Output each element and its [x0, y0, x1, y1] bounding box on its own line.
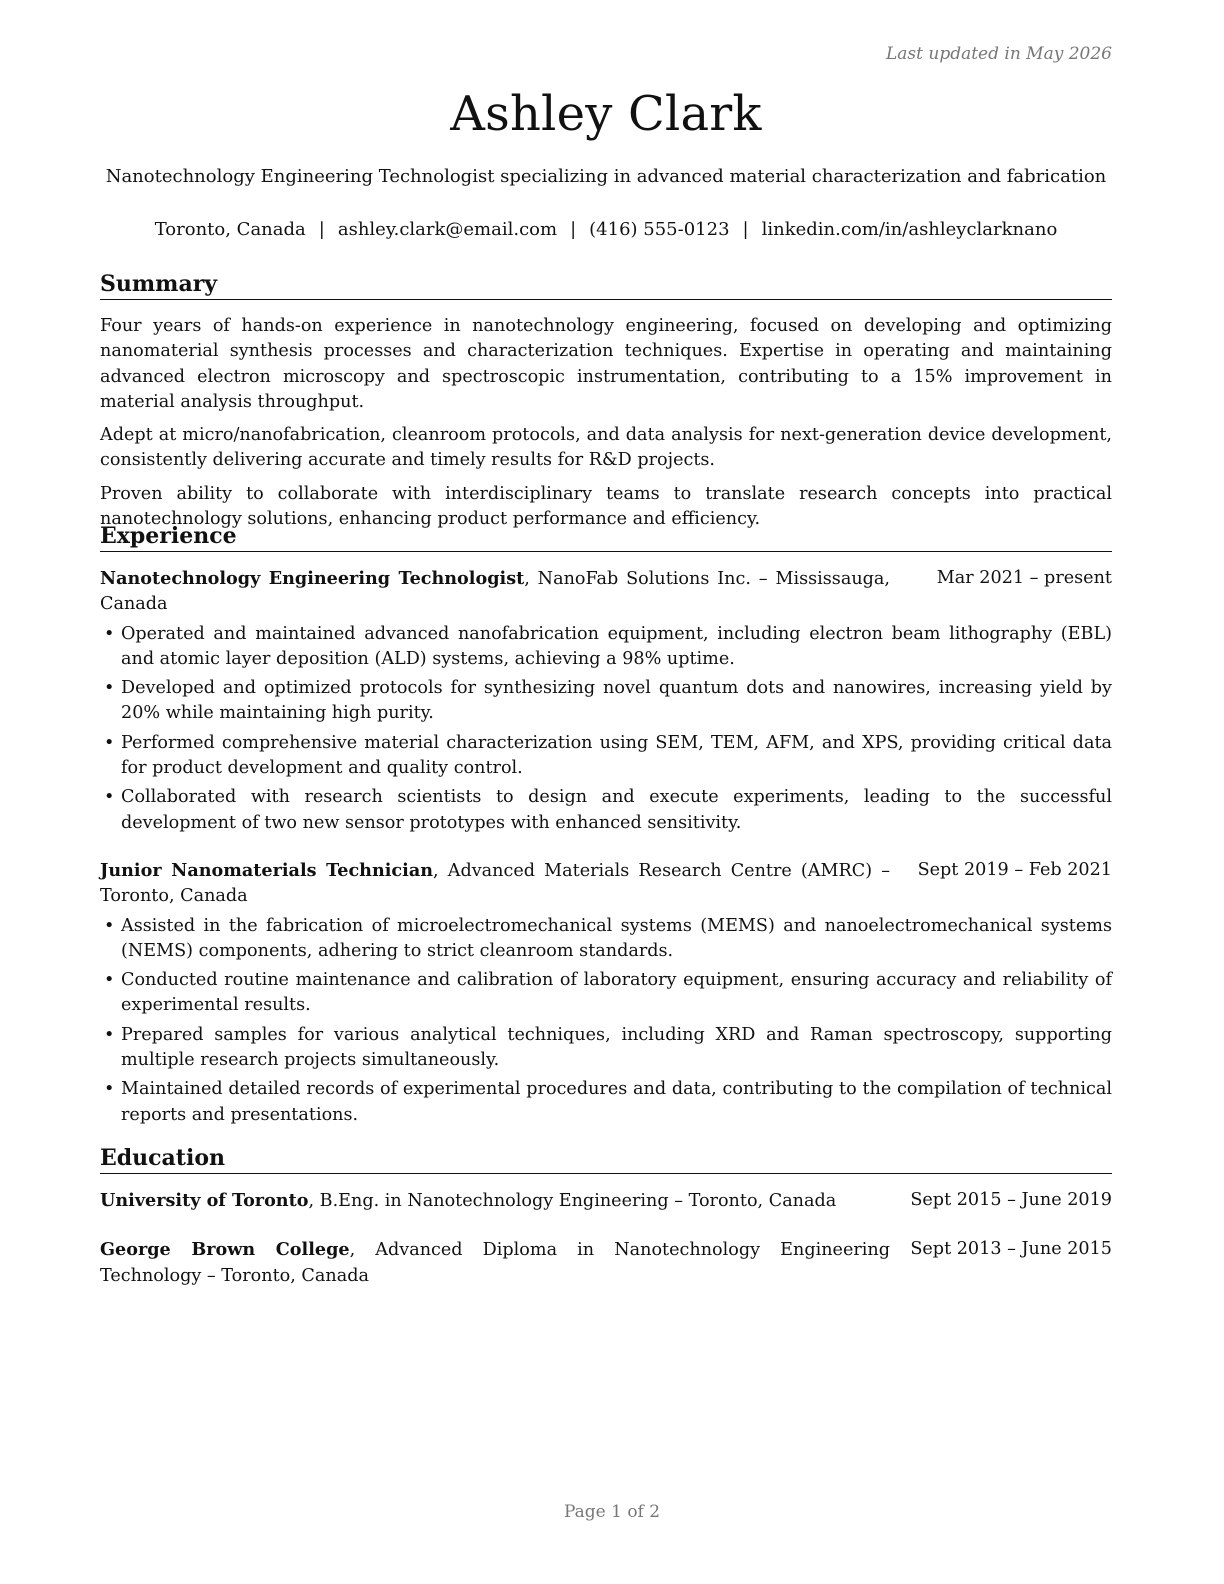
bullet-text: Prepared samples for various analytical techniques, including XRD and Raman spectroscopy, supporting multiple research projects simultaneously. [121, 1024, 1112, 1071]
contact-separator: | [570, 219, 577, 240]
education-detail: , Advanced Diploma in Nanotechnology Engineering Technology – Toronto, Canada [100, 1240, 890, 1286]
bullet-icon: • [104, 732, 115, 753]
experience-section [100, 522, 1112, 1128]
job-bullets [100, 914, 1112, 1128]
bullet-icon: • [104, 1024, 115, 1045]
page-number: Page 1 of 2 [563, 1502, 661, 1522]
section-title-summary: Summary [100, 270, 1112, 300]
bullet-text: Developed and optimized protocols for synthesizing novel quantum dots and nanowires, increasing yield by 20% while maintaining high purity. [121, 678, 1112, 724]
candidate-name: Ashley Clark [450, 86, 762, 142]
contact-separator: | [742, 219, 749, 240]
headline-tagline: Nanotechnology Engineering Technologist specializing in advanced material characterization and fabrication [105, 166, 1107, 187]
bullet-text: Operated and maintained advanced nanofabrication equipment, including electron beam lithography (EBL) and atomic layer deposition (ALD) systems, achieving a 98% uptime. [121, 623, 1112, 669]
bullet-icon: • [104, 915, 115, 936]
contact-phone: (416) 555-0123 [589, 219, 730, 240]
education-school: University of Toronto [100, 1190, 309, 1211]
bullet-text: Maintained detailed records of experimental procedures and data, contributing to the compilation of technical reports and presentations. [121, 1079, 1112, 1125]
job-organization: , NanoFab Solutions Inc. – Mississauga, Canada [100, 569, 891, 615]
job-dates: Sept 2019 – Feb 2021 [917, 859, 1112, 880]
education-entry [100, 1237, 1112, 1289]
job-entry [100, 566, 1112, 836]
job-entry [100, 858, 1112, 1128]
summary-paragraph: Adept at micro/nanofabrication, cleanroom protocols, and data analysis for next-generation device development, consistently delivering accurate and timely results for R&D projects. [100, 425, 1112, 471]
bullet-icon: • [104, 970, 115, 991]
contact-line [100, 219, 1112, 240]
bullet-text: Assisted in the fabrication of microelectromechanical systems (MEMS) and nanoelectromechanical systems (NEMS) components, adhering to strict cleanroom standards. [121, 915, 1112, 961]
education-dates: Sept 2015 – June 2019 [910, 1190, 1112, 1210]
bullet-item [100, 914, 1112, 965]
job-organization: , Advanced Materials Research Centre (AMRC) – Toronto, Canada [100, 860, 891, 907]
section-title-education: Education [100, 1144, 1112, 1174]
contact-location: Toronto, Canada [154, 219, 306, 240]
bullet-icon: • [104, 623, 115, 644]
contact-email[interactable]: ashley.clark@email.com [337, 219, 558, 240]
contact-linkedin[interactable]: linkedin.com/in/ashleyclarknano [761, 219, 1058, 240]
bullet-item [100, 968, 1112, 1019]
job-header [100, 566, 1112, 618]
bullet-text: Collaborated with research scientists to design and execute experiments, leading to the successful development of two new sensor prototypes with enhanced sensitivity. [121, 787, 1112, 833]
job-role: Junior Nanomaterials Technician [100, 859, 434, 881]
summary-paragraph: Four years of hands-on experience in nanotechnology engineering, focused on developing and optimizing nanomaterial synthesis processes and characterization techniques. Expertise in operating and maintaining advanced electron microscopy and spectroscopic instrumentation, contributing to a 15% improvement in material analysis throughput. [100, 316, 1112, 412]
education-school: George Brown College [100, 1239, 350, 1261]
education-entry [100, 1188, 1112, 1214]
education-section [100, 1144, 1112, 1289]
bullet-icon: • [104, 1079, 115, 1100]
education-dates: Sept 2013 – June 2015 [910, 1239, 1112, 1260]
last-updated-note: Last updated in May 2026 [885, 44, 1112, 64]
bullet-icon: • [104, 678, 115, 699]
summary-section [100, 270, 1112, 532]
bullet-text: Performed comprehensive material characterization using SEM, TEM, AFM, and XPS, providing critical data for product development and quality control. [121, 732, 1112, 779]
summary-paragraph: Proven ability to collaborate with interdisciplinary teams to translate research concepts into practical nanotechnology solutions, enhancing product performance and efficiency. [100, 483, 1112, 530]
contact-separator: | [318, 219, 325, 240]
section-title-experience: Experience [100, 522, 1112, 552]
job-role: Nanotechnology Engineering Technologist [100, 568, 525, 589]
bullet-text: Conducted routine maintenance and calibration of laboratory equipment, ensuring accuracy and reliability of experimental results. [121, 970, 1112, 1016]
bullet-item [100, 731, 1112, 782]
job-bullets [100, 622, 1112, 836]
bullet-item [100, 622, 1112, 673]
bullet-item [100, 1023, 1112, 1074]
job-dates: Mar 2021 – present [936, 568, 1112, 588]
bullet-icon: • [104, 787, 115, 808]
bullet-item [100, 676, 1112, 727]
education-detail: , B.Eng. in Nanotechnology Engineering – Toronto, Canada [308, 1191, 837, 1211]
bullet-item [100, 1077, 1112, 1128]
bullet-item [100, 785, 1112, 836]
job-header [100, 858, 1112, 910]
